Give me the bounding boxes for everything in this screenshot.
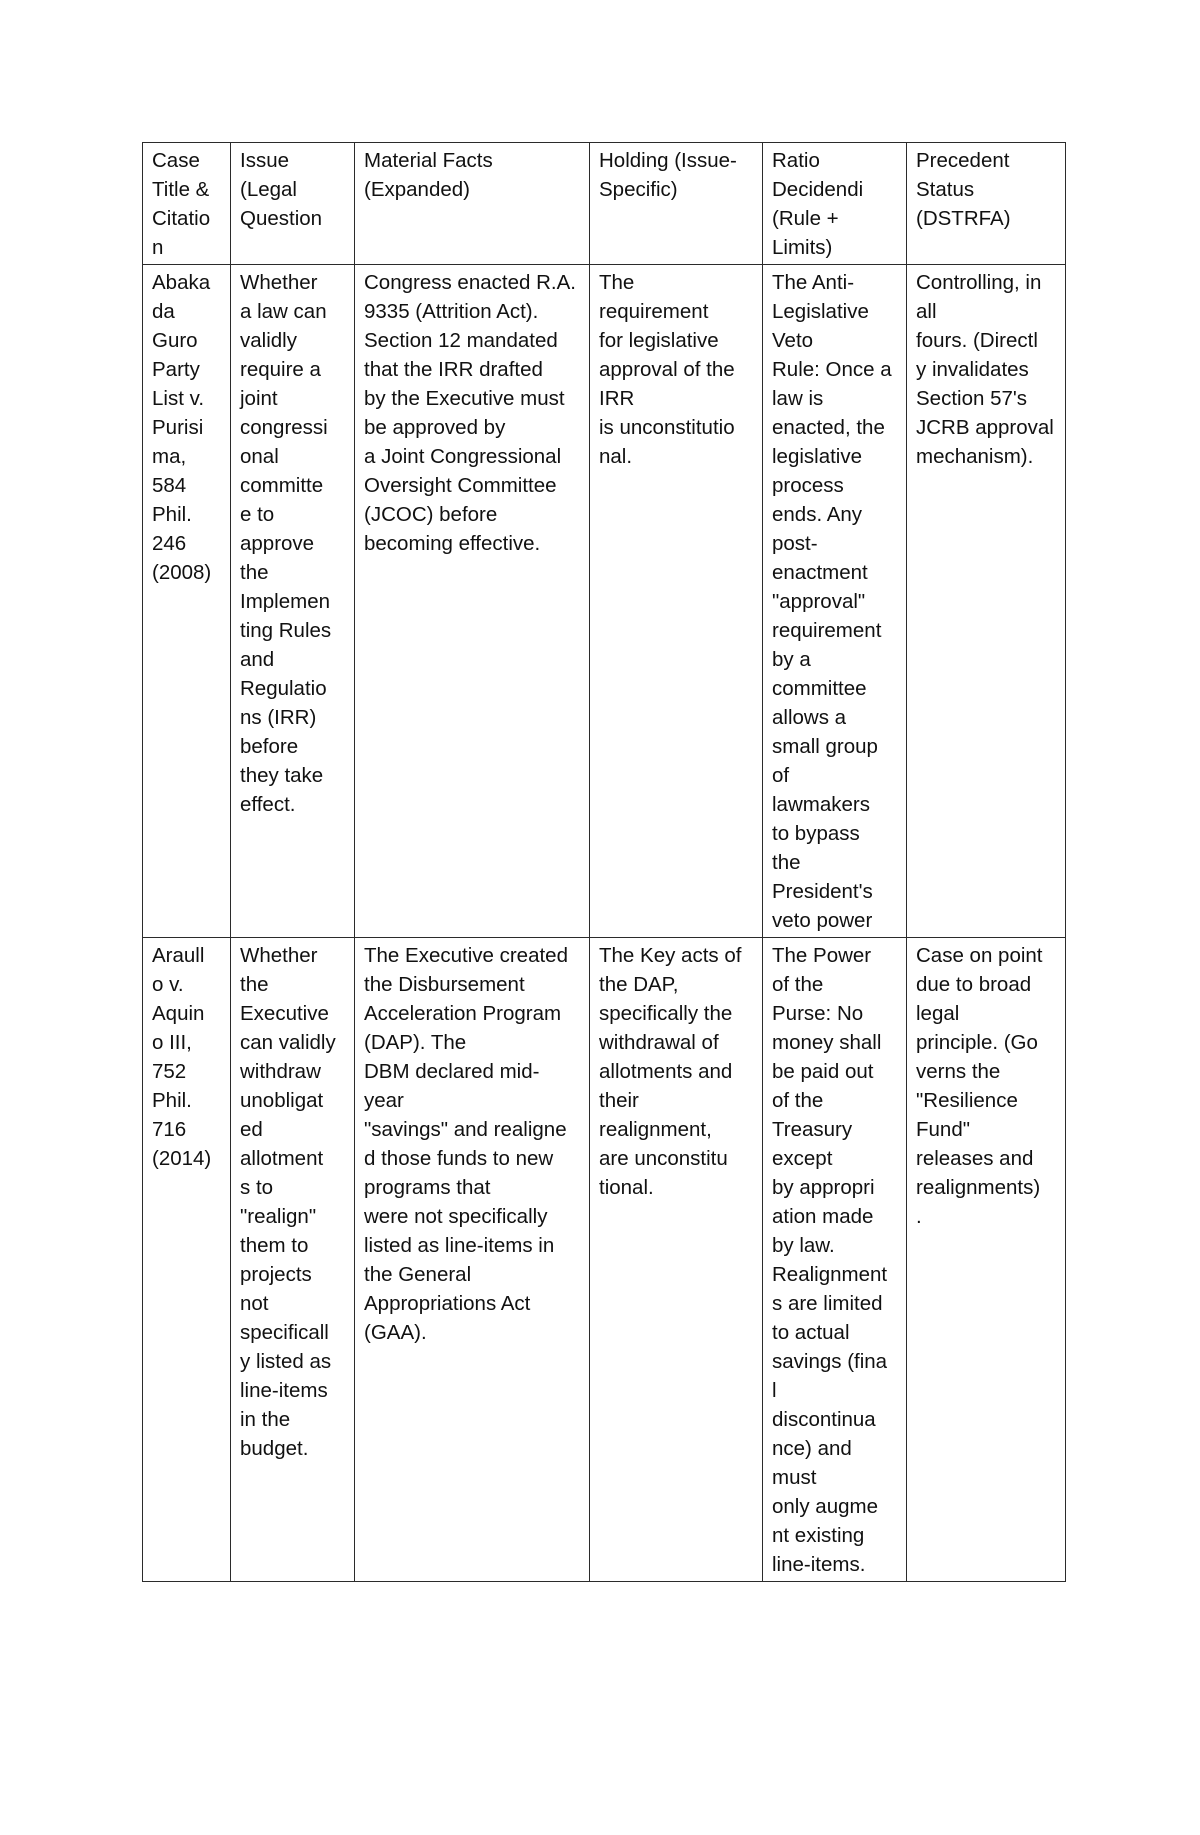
cell-case-title: Abaka da Guro Party List v. Purisi ma, 584 Phil. 246 (2008) bbox=[143, 265, 231, 938]
header-precedent-status: Precedent Status (DSTRFA) bbox=[907, 143, 1066, 265]
cell-material-facts: Congress enacted R.A. 9335 (Attrition Act). Section 12 mandated that the IRR drafted by the Executive must be approved by a Joint Congressional Oversight Committee (JCOC) before becoming effective. bbox=[355, 265, 590, 938]
case-digest-table bbox=[142, 142, 1066, 1582]
cell-ratio-decidendi: The Anti- Legislative Veto Rule: Once a law is enacted, the legislative process ends. Any post- enactment "approval" requirement by a committee allows a small group of lawmakers to bypass the President's veto power bbox=[763, 265, 907, 938]
header-issue: Issue (Legal Question bbox=[231, 143, 355, 265]
table-row bbox=[143, 265, 1066, 938]
table-row bbox=[143, 938, 1066, 1582]
table-header-row bbox=[143, 143, 1066, 265]
header-holding: Holding (Issue- Specific) bbox=[590, 143, 763, 265]
cell-issue: Whether a law can validly require a joint congressi onal committe e to approve the Implemen ting Rules and Regulatio ns (IRR) before they take effect. bbox=[231, 265, 355, 938]
cell-case-title: Araull o v. Aquin o III, 752 Phil. 716 (2014) bbox=[143, 938, 231, 1582]
cell-material-facts: The Executive created the Disbursement Acceleration Program (DAP). The DBM declared mid- year "savings" and realigne d those funds to new programs that were not specifically listed as line-items in the General Appropriations Act (GAA). bbox=[355, 938, 590, 1582]
cell-issue: Whether the Executive can validly withdraw unobligat ed allotment s to "realign" them to projects not specificall y listed as line-items in the budget. bbox=[231, 938, 355, 1582]
cell-precedent-status: Case on point due to broad legal principle. (Go verns the "Resilience Fund" releases and realignments) . bbox=[907, 938, 1066, 1582]
header-ratio-decidendi: Ratio Decidendi (Rule + Limits) bbox=[763, 143, 907, 265]
cell-ratio-decidendi: The Power of the Purse: No money shall be paid out of the Treasury except by appropri ation made by law. Realignment s are limited to actual savings (fina l discontinua nce) and must only augme nt existing line-items. bbox=[763, 938, 907, 1582]
header-material-facts: Material Facts (Expanded) bbox=[355, 143, 590, 265]
cell-holding: The Key acts of the DAP, specifically the withdrawal of allotments and their realignment, are unconstitu tional. bbox=[590, 938, 763, 1582]
header-case-title: Case Title & Citatio n bbox=[143, 143, 231, 265]
cell-precedent-status: Controlling, in all fours. (Directl y invalidates Section 57's JCRB approval mechanism). bbox=[907, 265, 1066, 938]
cell-holding: The requirement for legislative approval of the IRR is unconstitutio nal. bbox=[590, 265, 763, 938]
